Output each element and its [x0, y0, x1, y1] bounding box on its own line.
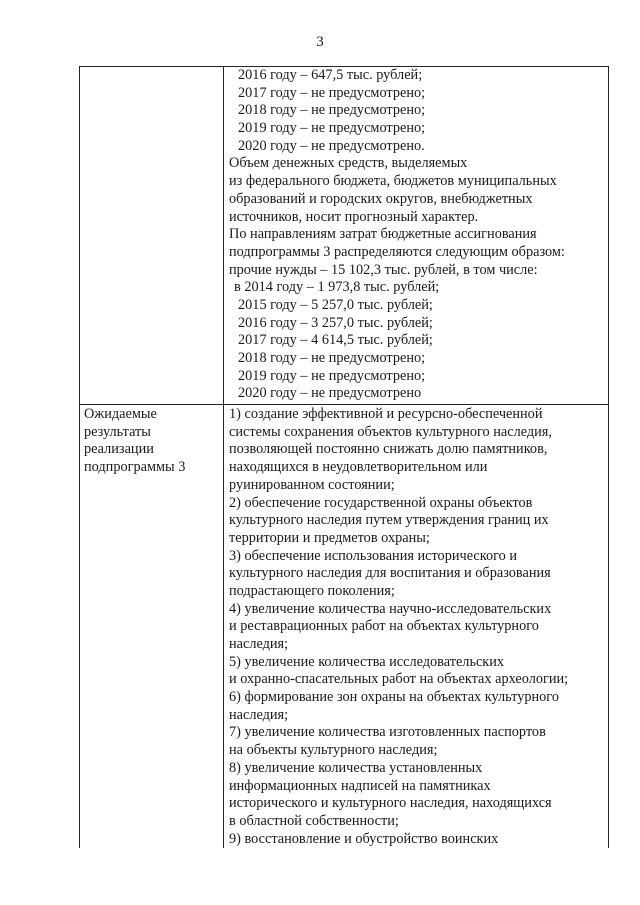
text-line: на объекты культурного наследия;	[229, 742, 438, 759]
text-line: позволяющей постоянно снижать долю памятников,	[229, 441, 548, 458]
page-number: 3	[316, 34, 324, 50]
text-line: культурного наследия для воспитания и образования	[229, 565, 551, 582]
text-line: подрастающего поколения;	[229, 582, 395, 599]
text-line: 2020 году – не предусмотрено	[238, 385, 422, 402]
text-line: наследия;	[229, 706, 289, 723]
text-line: 2017 году – не предусмотрено;	[238, 84, 426, 101]
text-line: исторического и культурного наследия, находящихся	[229, 795, 552, 812]
text-line: 2019 году – не предусмотрено;	[238, 120, 426, 137]
text-line: наследия;	[229, 636, 289, 652]
text-line: 6) формирование зон охраны на объектах культурного	[229, 689, 559, 706]
row-label-line: Ожидаемые	[84, 406, 157, 423]
table-row-funding	[80, 67, 609, 405]
text-line: Объем денежных средств, выделяемых	[229, 155, 468, 172]
text-line: 2018 году – не предусмотрено;	[238, 350, 426, 366]
text-line: находящихся в неудовлетворительном или	[229, 459, 488, 476]
text-line: 2018 году – не предусмотрено;	[238, 102, 426, 119]
table-row-expected-results	[80, 405, 609, 849]
text-line: информационных надписей на памятниках	[229, 777, 491, 794]
text-line: 9) восстановление и обустройство воинских	[229, 830, 499, 847]
row-content-cell	[224, 67, 609, 405]
text-line: 2017 году – 4 614,5 тыс. рублей;	[238, 332, 433, 349]
row-label-cell	[80, 405, 224, 849]
text-line: По направлениям затрат бюджетные ассигнования	[229, 226, 537, 243]
text-line: подпрограммы 3 распределяются следующим образом:	[229, 243, 565, 260]
text-line: 2019 году – не предусмотрено;	[238, 367, 426, 384]
row-label-line: подпрограммы 3	[84, 459, 186, 476]
text-line: 2020 году – не предусмотрено.	[238, 137, 425, 154]
text-line: территории и предметов охраны;	[229, 529, 430, 546]
text-line: источников, носит прогнозный характер.	[229, 208, 479, 225]
text-line: 2015 году – 5 257,0 тыс. рублей;	[238, 296, 433, 313]
row-label-line: реализации	[84, 441, 154, 458]
text-line: прочие нужды – 15 102,3 тыс. рублей, в том числе:	[229, 261, 538, 278]
text-line: 1) создание эффективной и ресурсно-обеспеченной	[229, 406, 543, 423]
row-label-cell	[80, 67, 224, 405]
text-line: образований и городских округов, внебюджетных	[229, 190, 533, 207]
text-line: и реставрационных работ на объектах культурного	[229, 618, 539, 635]
text-line: культурного наследия путем утверждения границ их	[229, 512, 549, 529]
passport-table	[79, 66, 609, 848]
text-line: руинированном состоянии;	[229, 476, 395, 493]
text-line: в областной собственности;	[229, 812, 399, 829]
text-line: 2016 году – 647,5 тыс. рублей;	[238, 67, 423, 83]
text-line: и охранно-спасательных работ на объектах археологии;	[229, 671, 569, 688]
text-line: 8) увеличение количества установленных	[229, 759, 483, 776]
text-line: 3) обеспечение использования исторического и	[229, 547, 517, 564]
text-line: 7) увеличение количества изготовленных паспортов	[229, 724, 546, 741]
text-line: 2016 году – 3 257,0 тыс. рублей;	[238, 314, 433, 331]
text-line: в 2014 году – 1 973,8 тыс. рублей;	[234, 279, 440, 296]
row-content-cell	[224, 405, 609, 849]
text-line: 5) увеличение количества исследовательских	[229, 653, 505, 670]
text-line: системы сохранения объектов культурного наследия,	[229, 423, 552, 440]
row-label-line: результаты	[84, 423, 151, 440]
text-line: 4) увеличение количества научно-исследовательских	[229, 600, 552, 617]
text-line: из федерального бюджета, бюджетов муниципальных	[229, 173, 557, 190]
text-line: 2) обеспечение государственной охраны объектов	[229, 494, 533, 511]
